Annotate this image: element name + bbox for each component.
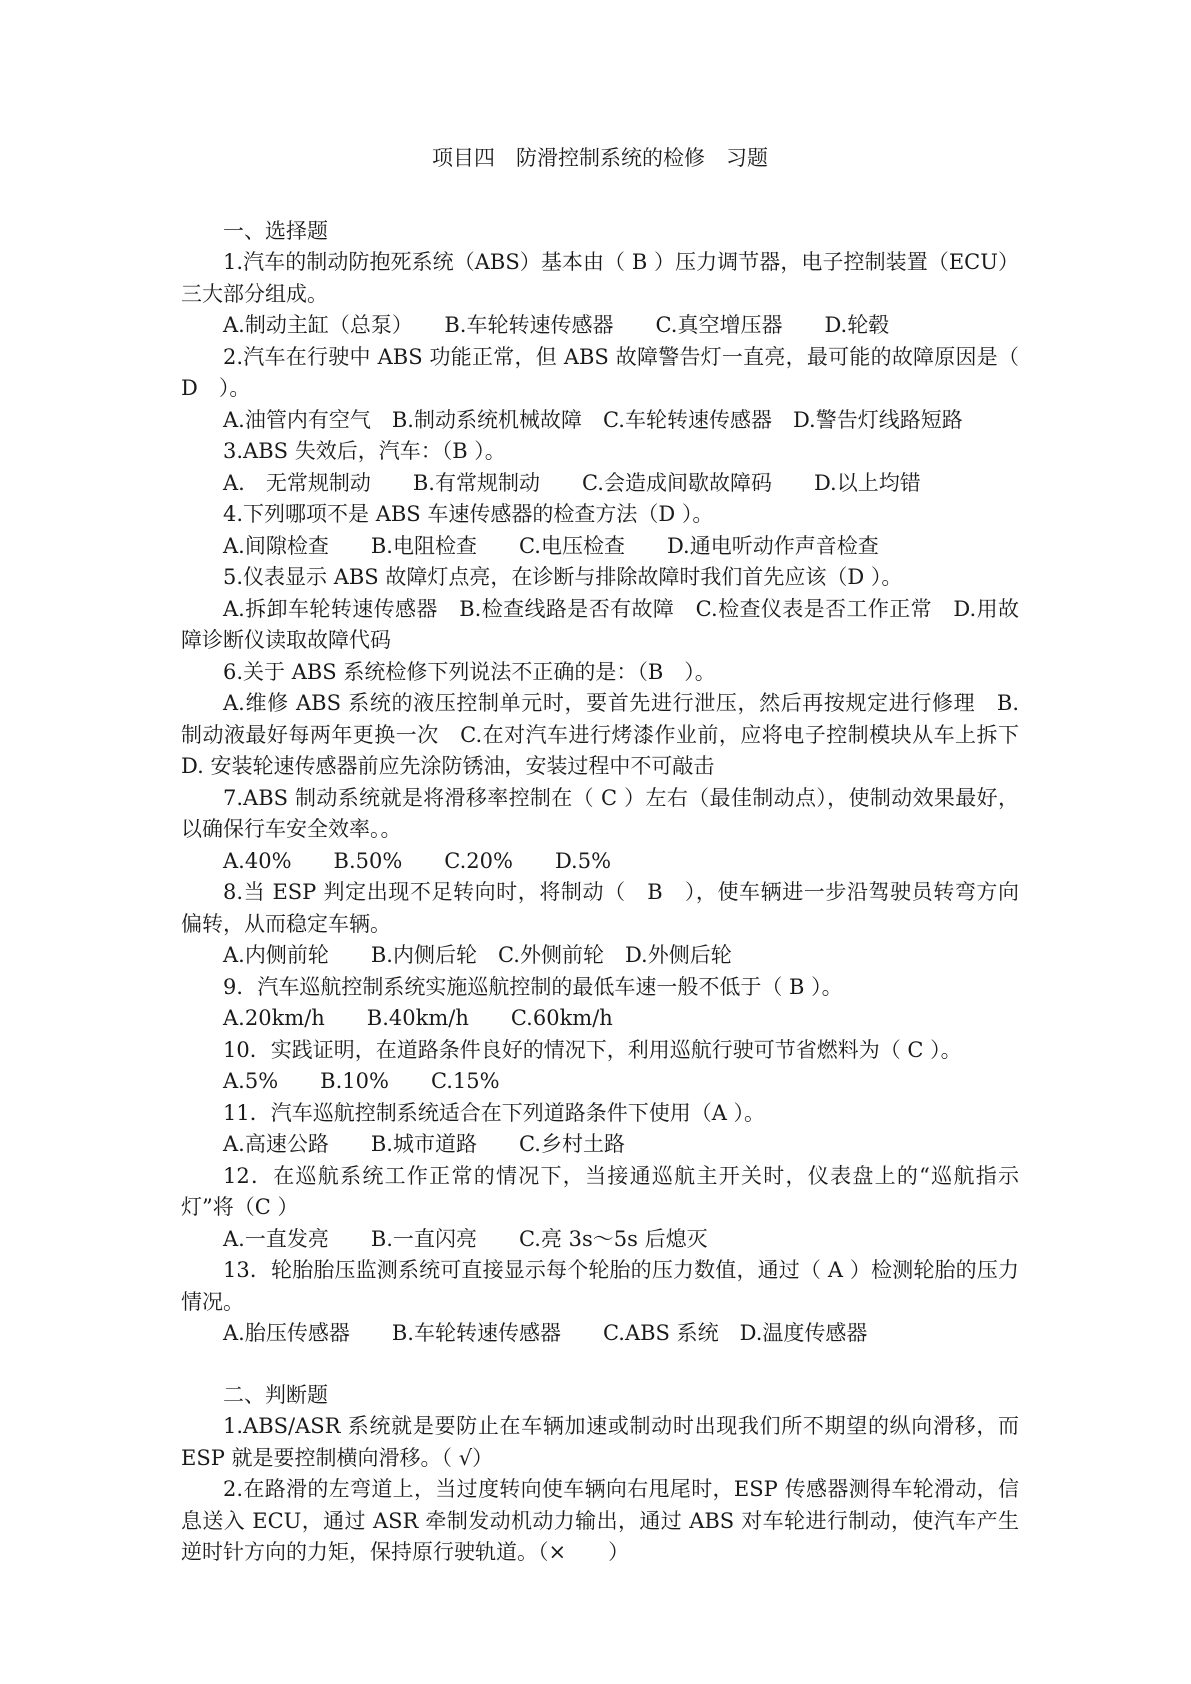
section-spacer: [181, 1350, 1019, 1380]
section-heading-choice: 一、选择题: [223, 218, 328, 243]
choice-questions: [181, 247, 1040, 1350]
question-2-options: A.油管内有空气 B.制动系统机械故障 C.车轮转速传感器 D.警告灯线路短路: [223, 407, 963, 432]
question-9: 9．汽车巡航控制系统实施巡航控制的最低车速一般不低于（ B ）。: [223, 974, 843, 999]
question-5-options: A.拆卸车轮转速传感器 B.检查线路是否有故障 C.检查仪表是否工作正常 D.用故障诊断仪读取故障代码: [181, 596, 1019, 652]
section-heading-judgment: 二、判断题: [223, 1382, 328, 1407]
document-content: [181, 143, 1040, 1569]
question-10-options: A.5% B.10% C.15%: [223, 1069, 500, 1093]
question-9-options: A.20km/h B.40km/h C.60km/h: [223, 1006, 613, 1030]
question-6-options: A.维修 ABS 系统的液压控制单元时，要首先进行泄压，然后再按规定进行修理 B. 制动液最好每两年更换一次 C.在对汽车进行烤漆作业前，应将电子控制模块从车上拆下 D. 安装轮速传感器前应先涂防锈油，安装过程中不可敲击: [181, 691, 1040, 778]
question-3: 3.ABS 失效后，汽车：（B ）。: [223, 439, 506, 463]
question-10: 10．实践证明，在道路条件良好的情况下，利用巡航行驶可节省燃料为（ C ）。: [223, 1037, 962, 1062]
question-7-options: A.40% B.50% C.20% D.5%: [223, 848, 612, 873]
question-12-options: A.一直发亮 B.一直闪亮 C.亮 3s～5s 后熄灭: [223, 1226, 708, 1251]
judgment-1: 1.ABS/ASR 系统就是要防止在车辆加速或制动时出现我们所不期望的纵向滑移，而 ESP 就是要控制横向滑移。（ √）: [181, 1414, 1026, 1470]
question-6: 6.关于 ABS 系统检修下列说法不正确的是：（B ）。: [223, 659, 716, 684]
question-8: 8.当 ESP 判定出现不足转向时，将制动（ B ），使车辆进一步沿驾驶员转弯方向偏转，从而稳定车辆。: [181, 880, 1019, 936]
question-1-options: A.制动主缸（总泵） B.车轮转速传感器 C.真空增压器 D.轮毂: [223, 313, 890, 337]
question-5: 5.仪表显示 ABS 故障灯点亮，在诊断与排除故障时我们首先应该（D ）。: [223, 565, 903, 589]
question-1: 1.汽车的制动防抱死系统（ABS）基本由（ B ）压力调节器，电子控制装置（ECU）三大部分组成。: [181, 250, 1019, 306]
question-13: 13．轮胎胎压监测系统可直接显示每个轮胎的压力数值，通过（ A ）检测轮胎的压力情况。: [181, 1258, 1019, 1314]
question-7: 7.ABS 制动系统就是将滑移率控制在（ C ）左右（最佳制动点），使制动效果最好，以确保行车安全效率。。: [181, 785, 1019, 841]
question-13-options: A.胎压传感器 B.车轮转速传感器 C.ABS 系统 D.温度传感器: [223, 1321, 868, 1345]
document-title: 项目四 防滑控制系统的检修 习题: [432, 146, 768, 170]
question-4: 4.下列哪项不是 ABS 车速传感器的检查方法（D ）。: [223, 502, 714, 526]
question-2: 2.汽车在行驶中 ABS 功能正常，但 ABS 故障警告灯一直亮，最可能的故障原因是（ D ）。: [181, 344, 1040, 400]
judgment-2: 2.在路滑的左弯道上，当过度转向使车辆向右甩尾时，ESP 传感器测得车轮滑动，信息送入 ECU，通过 ASR 牵制发动机动力输出，通过 ABS 对车轮进行制动，使汽车产生逆时针方向的力矩，保持原行驶轨道。（× ）: [181, 1477, 1019, 1564]
question-12: 12．在巡航系统工作正常的情况下，当接通巡航主开关时，仪表盘上的“巡航指示灯”将（C ）: [181, 1163, 1019, 1219]
question-4-options: A.间隙检查 B.电阻检查 C.电压检查 D.通电听动作声音检查: [223, 533, 879, 558]
question-8-options: A.内侧前轮 B.内侧后轮 C.外侧前轮 D.外侧后轮: [223, 943, 732, 967]
judgment-questions: [181, 1411, 1026, 1569]
question-3-options: A. 无常规制动 B.有常规制动 C.会造成间歇故障码 D.以上均错: [223, 470, 921, 495]
question-11: 11．汽车巡航控制系统适合在下列道路条件下使用（A ）。: [223, 1100, 766, 1125]
question-11-options: A.高速公路 B.城市道路 C.乡村土路: [223, 1132, 625, 1156]
